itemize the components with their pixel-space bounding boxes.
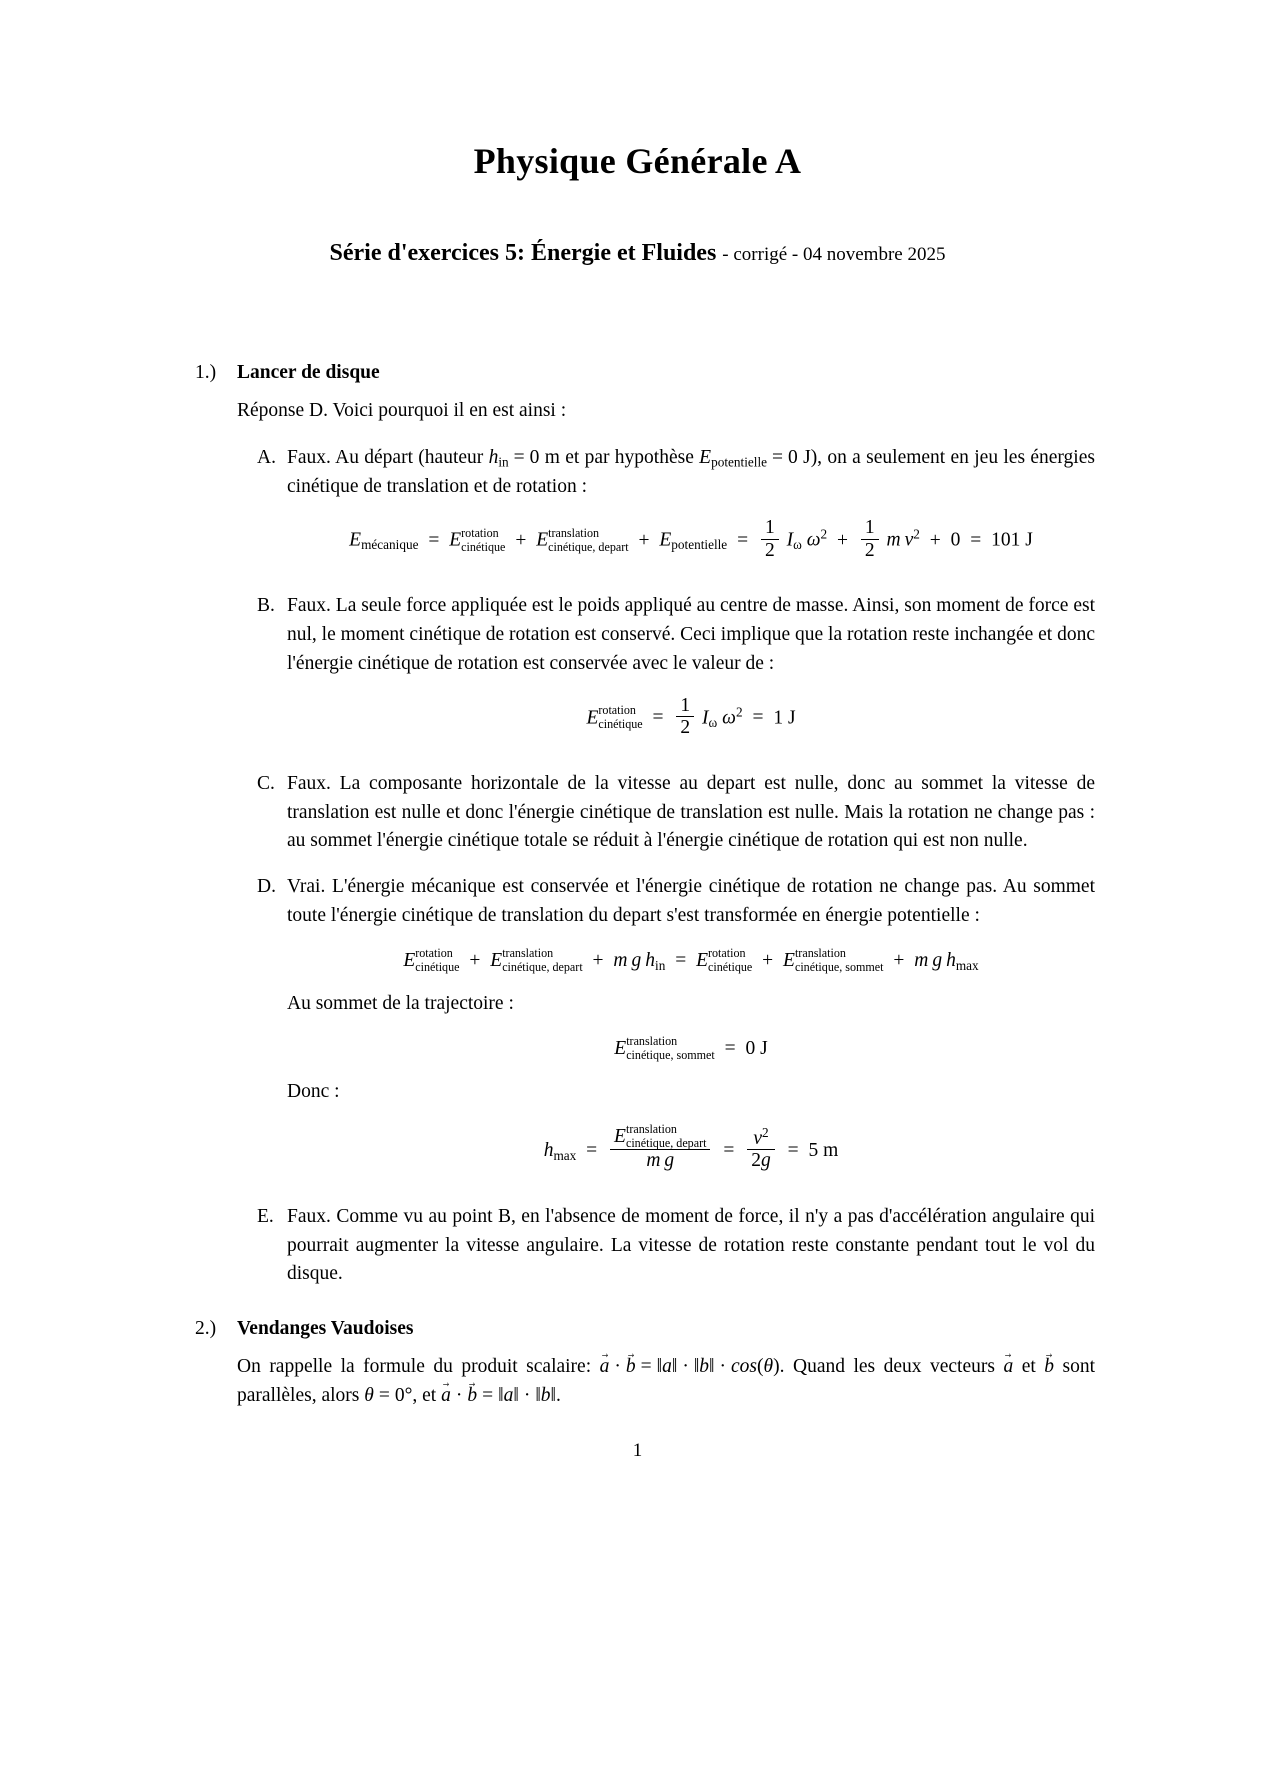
p2-formula-parallel: a → · b → = ‖a‖ · ‖b‖ — [441, 1385, 556, 1406]
eq-a-term1-symbol: E — [449, 529, 462, 551]
eq-a-lhs-subscript: mécanique — [361, 537, 419, 553]
item-d-note-2: Donc : — [287, 1081, 340, 1103]
subtitle-main: Série d'exercices 5: Énergie et Fluides — [329, 240, 717, 266]
eq-a-term2-scripts — [548, 527, 628, 553]
e-value: 0 J — [788, 446, 811, 468]
eq-a-frac1-den: 2 — [761, 539, 779, 561]
eq-b-inertia-sub: ω — [708, 714, 718, 730]
document-body — [195, 359, 1095, 1411]
eq-a-fraction-2 — [861, 517, 879, 561]
eq-d3-frac2-den-sym: g — [760, 1150, 771, 1172]
eq-d-mass: m — [613, 950, 628, 972]
eq-a-velocity-pow: 2 — [913, 526, 920, 542]
item-e-body: Faux. Comme vu au point B, en l'absence de moment de force, il n'y a pas d'accélération angulaire qui pourrait augmenter la vitesse angulaire. La vitesse de rotation reste constante pendant tout le vol du disque. — [287, 1205, 1095, 1285]
eq-d3-frac1-den — [610, 1149, 710, 1171]
eq-d2-result: 0 J — [745, 1038, 768, 1060]
problem-1-heading — [195, 359, 1095, 388]
eq-a-term1-sub: cinétique — [461, 539, 506, 554]
eq-d3-frac2-num-pow: 2 — [761, 1124, 769, 1140]
item-b-label: B. — [257, 595, 275, 617]
eq-b-lhs-sup: rotation — [598, 703, 636, 717]
item-a-text-before: Faux. Au départ (hauteur — [287, 446, 489, 468]
equation-d-top-translation: E translation cinétique, sommet = 0 J — [614, 1033, 768, 1063]
eq-d-term3-symbol: E — [696, 950, 708, 972]
eq-d2-scripts — [626, 1035, 715, 1061]
item-a-body — [287, 444, 1095, 576]
item-a-condition-2: $E_{potentielle} = 0$ J — [699, 446, 811, 470]
eq-d-term2-sup: translation — [502, 946, 554, 961]
problem-1 — [195, 359, 1095, 1289]
page-number: 1 — [632, 1440, 643, 1461]
eq-a-lhs-symbol: E — [349, 529, 362, 551]
eq-a-fraction-1 — [761, 517, 779, 561]
item-a-label: A. — [257, 446, 276, 468]
p2-formula-dot-product: a → · b → = ‖a‖ · ‖b‖ · cos(θ) — [600, 1356, 780, 1377]
eq-d-term4-symbol: E — [783, 950, 795, 972]
problem-2-title: Vendanges Vaudoises — [237, 1318, 414, 1340]
equation-b-rotation-energy: E rotation cinétique = $\frac{1}{2}$ $I_\omega$ $\omega^2 = 1$ J — [586, 694, 796, 739]
item-a-text-after: ), on a seulement en jeu les énergies cinétique de translation et de rotation : — [287, 446, 1095, 497]
list-item-d — [257, 873, 1095, 1185]
h-subscript: in — [498, 454, 509, 470]
p2-text-6: . — [556, 1385, 561, 1406]
eq-b-lhs-symbol: E — [586, 707, 599, 729]
eq-a-inertia: I — [786, 529, 794, 551]
p2-norm-a-2: ‖a‖ — [498, 1385, 519, 1406]
eq-d-hmax: h — [946, 950, 956, 972]
eq-d3-frac1-num — [610, 1123, 710, 1149]
eq-a-term1-scripts — [461, 527, 505, 553]
eq-d-term4-scripts — [795, 947, 884, 973]
p2-norm-b: ‖b‖ — [693, 1356, 715, 1378]
eq-d-term4-sup: translation — [794, 946, 846, 961]
eq-d-term4-sub: cinétique, sommet — [794, 960, 884, 975]
item-d-label: D. — [257, 876, 276, 898]
item-c-label: C. — [257, 772, 275, 794]
eq-d2-sub: cinétique, sommet — [626, 1048, 715, 1063]
eq-a-omega: ω — [806, 529, 821, 551]
h-value: 0 m — [529, 446, 560, 468]
eq-d-term1-sup: rotation — [415, 946, 453, 961]
list-item-e — [257, 1203, 1095, 1290]
problem-2-body — [237, 1353, 1095, 1411]
eq-d3-frac2-den — [747, 1149, 775, 1171]
p2-vector-b-2: b → — [1044, 1353, 1054, 1382]
eq-d-term1-symbol: E — [403, 950, 416, 972]
eq-a-result: 101 J — [991, 529, 1033, 551]
eq-d-term1-sub: cinétique — [415, 960, 460, 975]
p2-theta: θ — [763, 1356, 774, 1378]
eq-d3-result: 5 m — [808, 1140, 839, 1162]
problem-1-number: 1.) — [195, 362, 217, 383]
eq-d3-fraction-1 — [610, 1123, 710, 1172]
eq-d3-num-sub: cinétique, depart — [625, 1136, 707, 1151]
eq-d3-frac2-num — [747, 1126, 775, 1149]
eq-d2-symbol: E — [614, 1038, 627, 1060]
eq-d-term3-scripts — [708, 947, 752, 973]
eq-d2-sup: translation — [626, 1033, 678, 1048]
eq-a-term3-symbol: E — [659, 529, 672, 551]
equation-a-mechanical-energy: $E_{mécanique} = E$ rotation cinétique + E translation cinétique, depart + $E_{potentielle}$ = $\frac{1}{2}$ $I_\omega$ $\omega^2$ + $\frac{1}{2}$ m $v^2 + 0 = 101$ J — [349, 517, 1033, 561]
item-c-body: Faux. La composante horizontale de la vitesse au depart est nulle, donc au sommet la vitesse de translation est nulle et donc l'énergie cinétique de translation est nulle. Mais la rotation ne change pas : au sommet l'énergie cinétique totale se réduit à l'énergie cinétique de rotation qui est non nulle. — [287, 772, 1095, 852]
eq-d3-num-scripts — [626, 1123, 706, 1149]
problem-1-items — [257, 444, 1095, 1290]
problem-1-title: Lancer de disque — [237, 362, 380, 383]
equation-d-energy-balance: E rotation cinétique + E translation cinétique, depart + m g $h_{in} = E$ rotation cinétique + E translation cinétique, sommet + m g $h_{max}$ — [403, 946, 979, 975]
equation-d-hmax: $h_{max}$ = E translation cinétique, depart m g = $\frac{v^2}{2g}$ = 5 m — [543, 1121, 839, 1172]
eq-b-inertia: I — [702, 707, 709, 729]
p2-vector-b: b → — [626, 1353, 636, 1382]
eq-d3-lhs-sub: max — [553, 1147, 577, 1163]
item-a-condition-1: $h_{in} = 0$ m — [488, 446, 560, 470]
eq-d-height-sub: in — [655, 957, 666, 973]
eq-d3-num-sup: translation — [625, 1121, 677, 1136]
eq-a-zero: 0 — [950, 529, 961, 551]
eq-b-frac-num: 1 — [680, 694, 691, 716]
item-d-text: Vrai. L'énergie mécanique est conservée et l'énergie cinétique de rotation ne change pas. Au sommet toute l'énergie cinétique de translation du depart s'est transformée en énergie potentielle : — [287, 876, 1095, 927]
eq-a-frac2-den: 2 — [861, 539, 879, 561]
p2-text-5: , et — [412, 1385, 442, 1406]
p2-vector-a-3: a → — [441, 1382, 451, 1411]
eq-a-term2-sub: cinétique, depart — [548, 539, 629, 554]
eq-d3-frac2-den-coef: 2 — [751, 1150, 761, 1172]
item-d-note-1: Au sommet de la trajectoire : — [287, 993, 514, 1015]
p2-theta-2: θ — [364, 1385, 374, 1406]
eq-b-result: 1 J — [773, 707, 796, 729]
eq-d-term2-symbol: E — [490, 950, 503, 972]
item-d-body — [287, 873, 1095, 1185]
problem-1-intro: Réponse D. Voici pourquoi il en est ainsi : — [237, 399, 567, 421]
subtitle-note: - corrigé - 04 novembre 2025 — [722, 244, 946, 265]
item-a-text-mid: et par hypothèse — [559, 446, 700, 468]
eq-d-height: h — [645, 950, 656, 972]
eq-a-mass: m — [886, 529, 901, 551]
list-item-c — [257, 770, 1095, 857]
p2-text-2: . Quand les deux vecteurs — [779, 1356, 1004, 1378]
document-page — [0, 140, 1275, 1790]
eq-d-gravity-2: g — [932, 950, 943, 972]
p2-vector-a: a → — [600, 1353, 610, 1382]
eq-a-term2-sup: translation — [548, 525, 600, 540]
e-subscript: potentielle — [711, 454, 768, 470]
document-title: Physique Générale A — [473, 141, 802, 181]
eq-d-mass-2: m — [914, 950, 929, 972]
problem-2-heading — [195, 1315, 1095, 1344]
eq-b-omega: ω — [722, 707, 736, 729]
eq-d3-den-mass: m — [646, 1150, 661, 1172]
eq-a-frac1-num: 1 — [764, 517, 775, 539]
list-item-b — [257, 592, 1095, 752]
eq-d-hmax-sub: max — [955, 957, 979, 973]
item-e-label: E. — [257, 1205, 274, 1227]
p2-text-3: et — [1013, 1356, 1045, 1378]
list-item-a — [257, 444, 1095, 576]
eq-a-frac2-num: 1 — [864, 517, 875, 539]
eq-d3-num-symbol: E — [614, 1126, 626, 1148]
eq-d-term3-sup: rotation — [708, 946, 746, 961]
h-symbol: h — [488, 446, 499, 468]
eq-a-term2-symbol: E — [536, 529, 549, 551]
eq-d3-den-grav: g — [664, 1150, 675, 1172]
item-b-text: Faux. La seule force appliquée est le poids appliqué au centre de masse. Ainsi, son moment de force est nul, le moment cinétique de rotation est conservé. Ceci implique que la rotation reste inchangée et donc l'énergie cinétique de rotation est conservée avec le valeur de : — [287, 595, 1095, 675]
document-subtitle — [0, 240, 1275, 267]
eq-d-gravity: g — [631, 950, 642, 972]
eq-d-term1-scripts — [415, 947, 459, 973]
eq-d-term2-scripts — [502, 947, 582, 973]
eq-a-term1-sup: rotation — [461, 525, 499, 540]
eq-d3-frac2-num-sym: v — [753, 1127, 762, 1149]
p2-vector-b-3: b → — [467, 1382, 477, 1411]
eq-b-frac-den: 2 — [676, 716, 694, 738]
problem-2 — [195, 1315, 1095, 1411]
problem-2-number: 2.) — [195, 1318, 217, 1340]
p2-theta-value: 0° — [394, 1385, 413, 1406]
eq-b-fraction — [676, 695, 694, 739]
p2-norm-a: ‖a‖ — [656, 1356, 678, 1378]
p2-cos: cos — [731, 1356, 758, 1378]
eq-b-lhs-sub: cinétique — [598, 717, 643, 732]
item-b-body — [287, 592, 1095, 752]
eq-a-inertia-sub: ω — [793, 537, 802, 553]
p2-theta-condition: θ = 0° — [364, 1385, 413, 1406]
e-symbol: E — [699, 446, 712, 468]
eq-a-term3-sub: potentielle — [671, 537, 728, 553]
p2-text-4: sont parallèles, alors — [237, 1356, 1095, 1406]
p2-norm-b-2: ‖b‖ — [535, 1385, 557, 1406]
eq-b-omega-pow: 2 — [735, 704, 743, 720]
eq-d-term3-sub: cinétique — [708, 960, 753, 975]
eq-d3-lhs-symbol: h — [543, 1140, 554, 1162]
eq-d3-fraction-2 — [747, 1126, 775, 1172]
eq-a-velocity: v — [904, 529, 914, 551]
p2-text-1: On rappelle la formule du produit scalaire: — [237, 1356, 600, 1378]
eq-d-term2-sub: cinétique, depart — [502, 960, 583, 975]
p2-vector-a-2: a → — [1003, 1353, 1013, 1382]
eq-a-omega-pow: 2 — [820, 526, 828, 542]
eq-b-lhs-scripts — [598, 704, 642, 730]
